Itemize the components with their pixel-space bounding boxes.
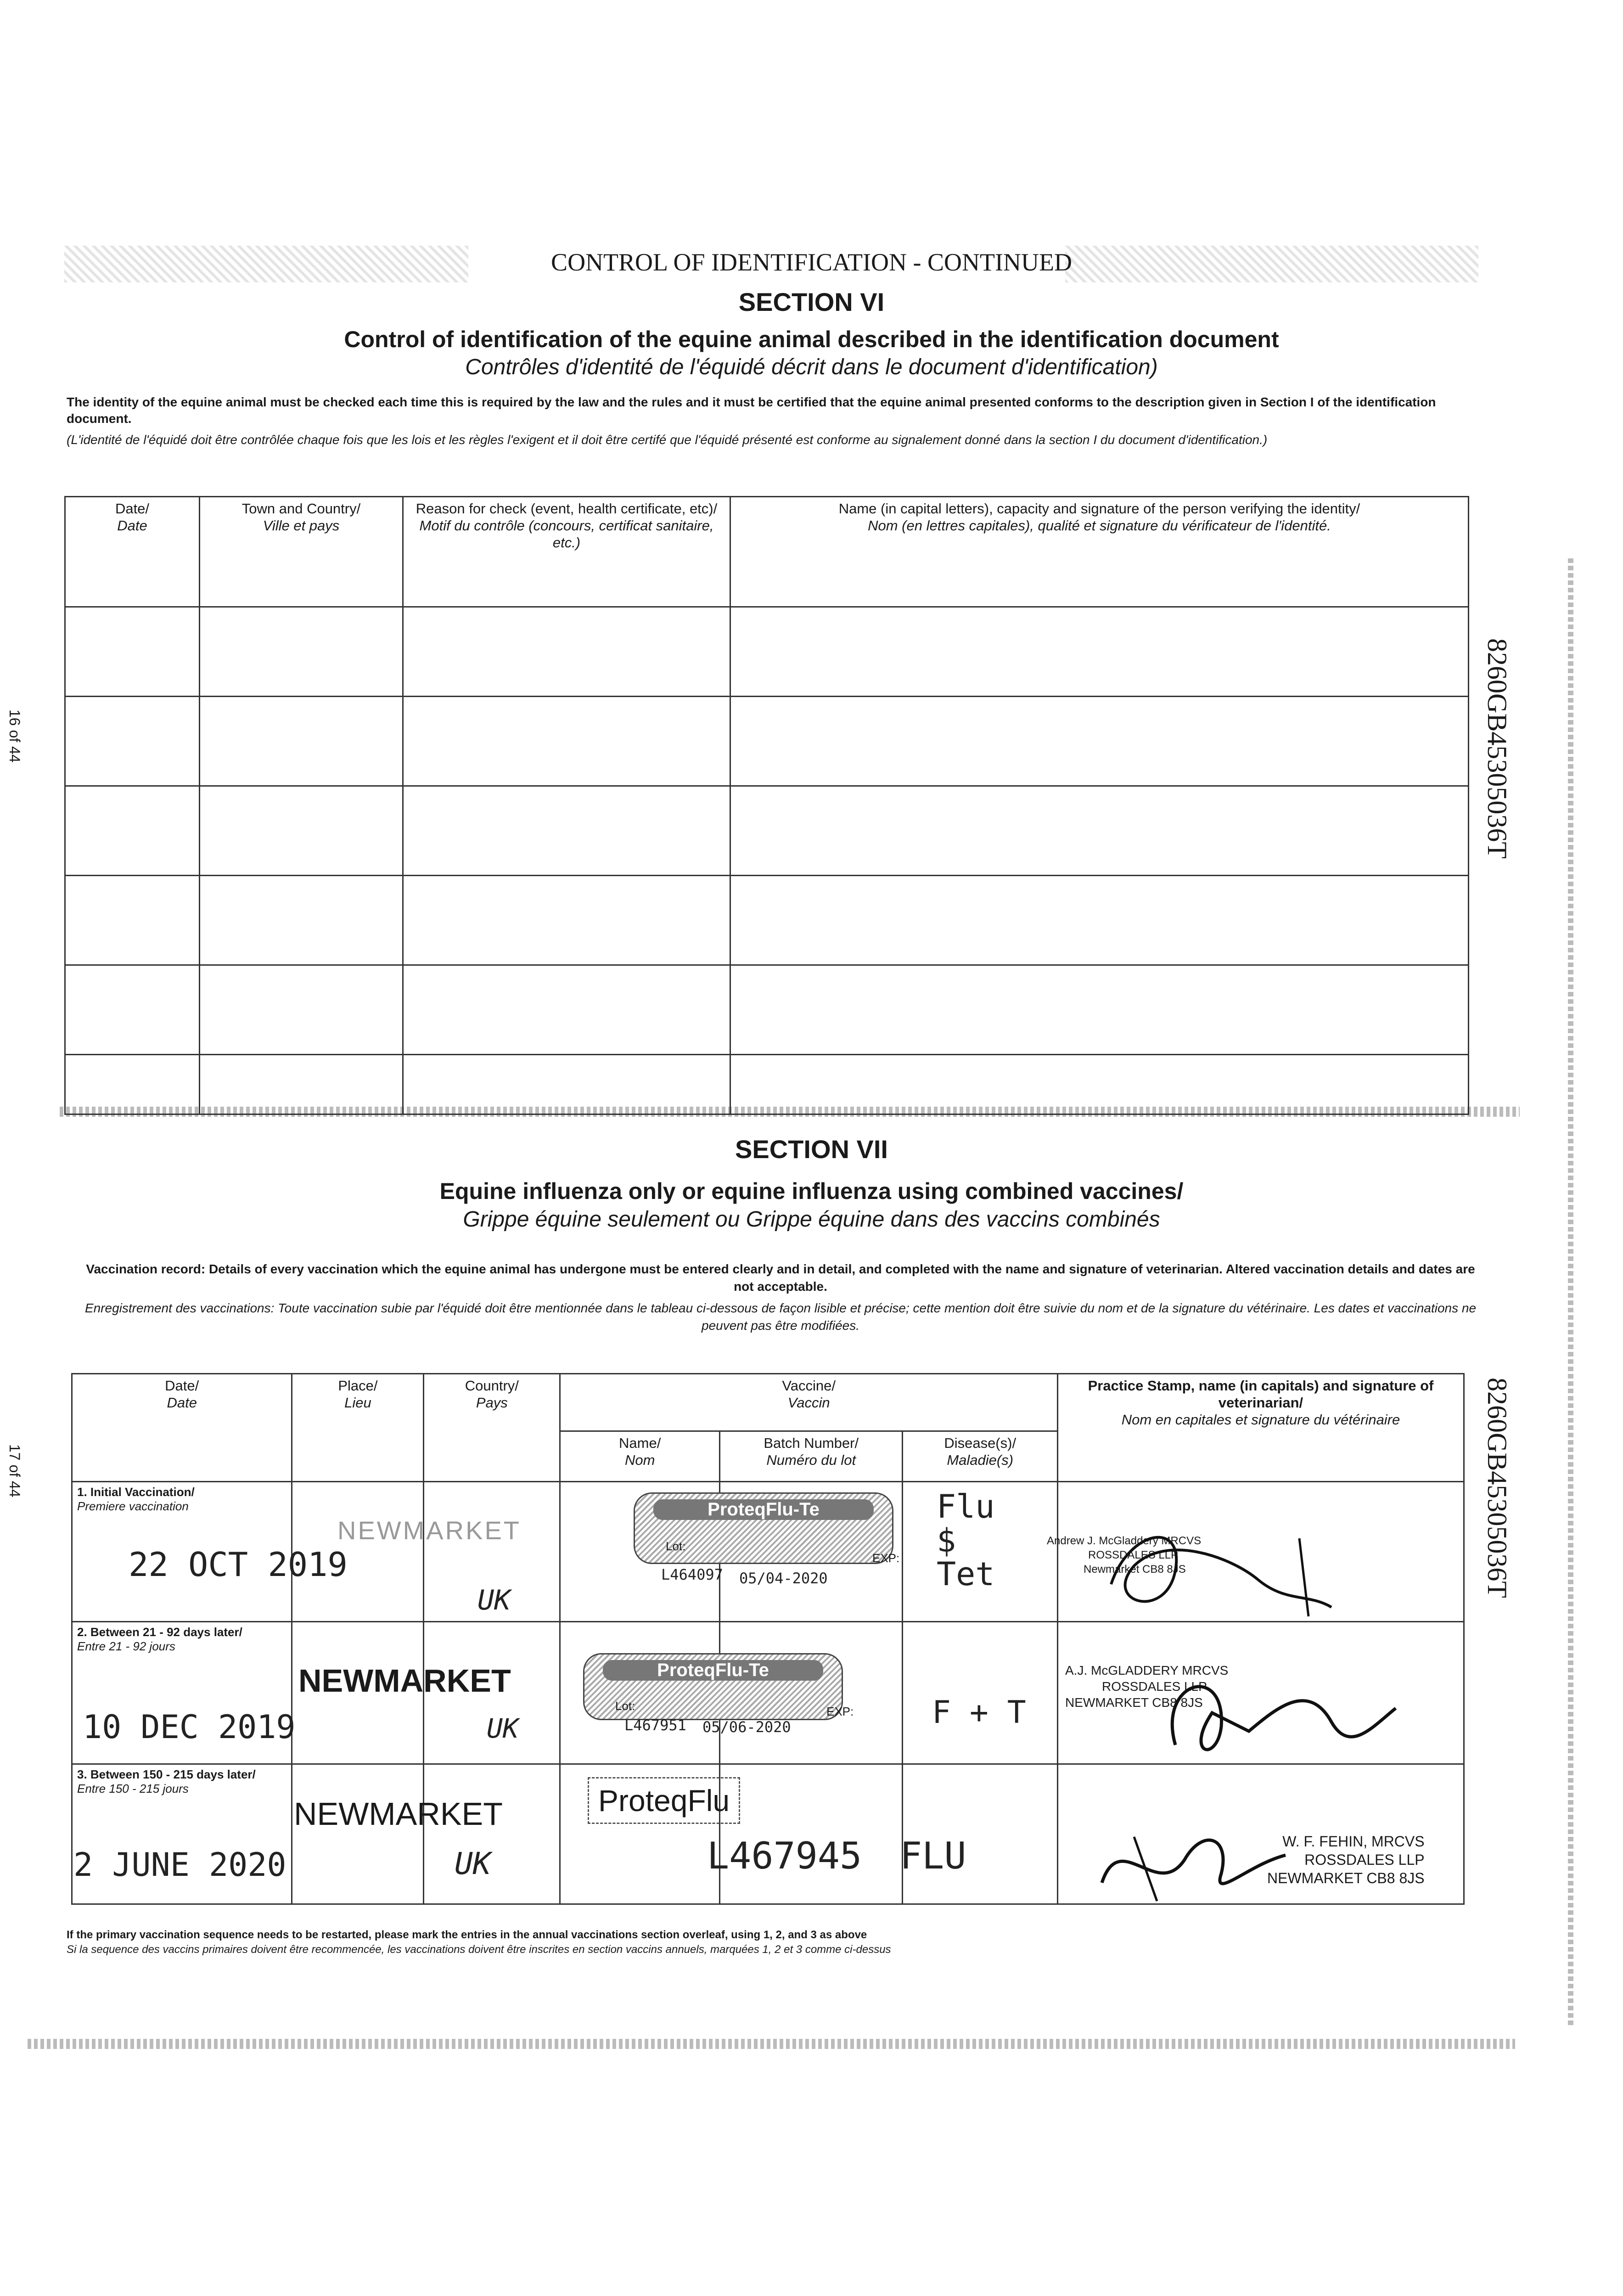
document-id-2: 8260GB45305036T: [1482, 1378, 1512, 1598]
row1-vet-stamp: Andrew J. McGladdery MRCVS ROSSDALES LLP Newmarket CB8 8JS: [1047, 1535, 1202, 1576]
table-row: [65, 607, 1469, 697]
row3-date: 2 JUNE 2020: [73, 1846, 286, 1884]
section7-title-fr: Grippe équine seulement ou Grippe équine dans des vaccins combinés: [463, 1207, 1160, 1232]
row1-expiry: 05/04-2020: [739, 1570, 828, 1587]
row2-disease: F + T: [932, 1694, 1026, 1731]
section6-header: CONTROL OF IDENTIFICATION - CONTINUED: [551, 248, 1072, 276]
row3-signature: [1093, 1809, 1313, 1910]
section7-intro-fr: Enregistrement des vaccinations: Toute vaccination subie par l'équidé doit être mentionnée dans le tableau ci-dessous de façon lisible et précise; cette mention doit être suivie du nom et de la signature du vétérinaire. Les dates et vaccinations ne peuvent pas être modifiées.: [84, 1301, 1477, 1333]
col-date-header: Date/ Date: [65, 497, 200, 607]
col-town-header: Town and Country/ Ville et pays: [200, 497, 403, 607]
table-row: [65, 786, 1469, 876]
row1-exp-label: EXP:: [872, 1551, 900, 1565]
page-number-17: 17 of 44: [6, 1444, 23, 1497]
table-row: 1. Initial Vaccination/ Premiere vaccination: [72, 1482, 1464, 1622]
col-name-header: Name (in capital letters), capacity and signature of the person verifying the identity/ Nom (en lettres capitales), qualité et signature du vérificateur de l'identité.: [730, 497, 1469, 607]
col-reason-header: Reason for check (event, health certificate, etc)/ Motif du contrôle (concours, certificat sanitaire, etc.): [403, 497, 730, 607]
scan-edge-right: [1568, 556, 1573, 2025]
row2-country: UK: [487, 1713, 519, 1744]
row2-place: NEWMARKET: [298, 1663, 511, 1699]
row3-place: NEWMARKET: [294, 1796, 503, 1832]
row1-signature: [1093, 1502, 1350, 1630]
col-vaccine-header: Vaccine/ Vaccin: [560, 1374, 1058, 1431]
row1-date: 22 OCT 2019: [129, 1545, 348, 1584]
section7-title: SECTION VII: [735, 1135, 888, 1164]
row2-expiry: 05/06-2020: [702, 1718, 791, 1736]
row3-vet-stamp: W. F. FEHIN, MRCVS ROSSDALES LLP NEWMARKET CB8 8JS: [1267, 1833, 1425, 1886]
section6-intro-fr: (L'identité de l'équidé doit être contrôlée chaque fois que les lois et les règles l'exigent et il doit être certifé que l'équidé présenté est conforme au signalement donné dans la section I du document d'identification.): [67, 433, 1268, 447]
section6-intro-en: The identity of the equine animal must be checked each time this is required by the law and the rules and it must be certified that the equine animal presented conforms to the description given in Section I of the identification document.: [67, 395, 1436, 426]
row2-batch: L467951: [624, 1716, 686, 1734]
row3-country: UK: [455, 1846, 491, 1881]
identification-check-table: [64, 496, 1469, 1115]
col-stamp-header: Practice Stamp, name (in capitals) and signature of veterinarian/ Nom en capitales et signature du vétérinaire: [1057, 1374, 1464, 1482]
row1-vaccine-name: ProteqFlu-Te: [653, 1499, 874, 1520]
table-row: [65, 697, 1469, 786]
col-place-header: Place/ Lieu: [292, 1374, 424, 1482]
table-row: [65, 965, 1469, 1055]
row3-batch: L467945: [707, 1835, 862, 1877]
col-date-header: Date/ Date: [72, 1374, 292, 1482]
page-bottom-edge: [28, 2039, 1515, 2049]
col-disease-header: Disease(s)/ Maladie(s): [903, 1431, 1058, 1482]
section6-title-fr: Contrôles d'identité de l'équidé décrit dans le document d'identification): [465, 355, 1158, 379]
row2-lot-label: Lot:: [615, 1699, 635, 1713]
table-row: [65, 1055, 1469, 1114]
row2-exp-label: EXP:: [826, 1705, 854, 1718]
row2-vaccine-name: ProteqFlu-Te: [603, 1660, 823, 1681]
document-id-1: 8260GB45305036T: [1482, 638, 1512, 859]
col-batch-header: Batch Number/ Numéro du lot: [720, 1431, 903, 1482]
page-number-16: 16 of 44: [6, 709, 23, 763]
row3-vaccine-name: ProteqFlu: [588, 1777, 740, 1824]
row1-place: NEWMARKET: [337, 1516, 521, 1545]
row1-batch: L464097: [661, 1566, 723, 1583]
row2-vet-stamp: A.J. McGLADDERY MRCVS ROSSDALES LLP NEWMARKET CB8 8JS: [1065, 1663, 1229, 1710]
footnote-en: If the primary vaccination sequence needs to be restarted, please mark the entries in the annual vaccinations section overleaf, using 1, 2, and 3 as above: [67, 1929, 867, 1941]
footnote-fr: Si la sequence des vaccins primaires doivent être recommencée, les vaccinations doivent être inscrites en section vaccins annuels, marquées 1, 2 et 3 comme ci-dessus: [67, 1943, 891, 1956]
table-row: 2. Between 21 - 92 days later/ Entre 21 - 92 jours: [72, 1622, 1464, 1764]
row2-signature: [1157, 1653, 1414, 1773]
table-row: 3. Between 150 - 215 days later/ Entre 150 - 215 jours: [72, 1764, 1464, 1904]
row1-country: UK: [477, 1584, 511, 1616]
row1-disease: Flu $ Tet: [937, 1488, 995, 1593]
row1-lot-label: Lot:: [666, 1539, 686, 1553]
section7-title-en: Equine influenza only or equine influenza using combined vaccines/: [439, 1178, 1184, 1204]
row3-disease: FLU: [900, 1835, 966, 1877]
col-name-header: Name/ Nom: [560, 1431, 720, 1482]
section6-title-en: Control of identification of the equine animal described in the identification document: [344, 326, 1279, 352]
row2-date: 10 DEC 2019: [83, 1708, 296, 1746]
section7-intro-en: Vaccination record: Details of every vaccination which the equine animal has undergone must be entered clearly and in detail, and completed with the name and signature of veterinarian. Altered vaccination details and dates are not acceptable.: [86, 1262, 1475, 1294]
col-country-header: Country/ Pays: [424, 1374, 560, 1482]
table-row: [65, 876, 1469, 965]
section6-title: SECTION VI: [738, 287, 885, 316]
